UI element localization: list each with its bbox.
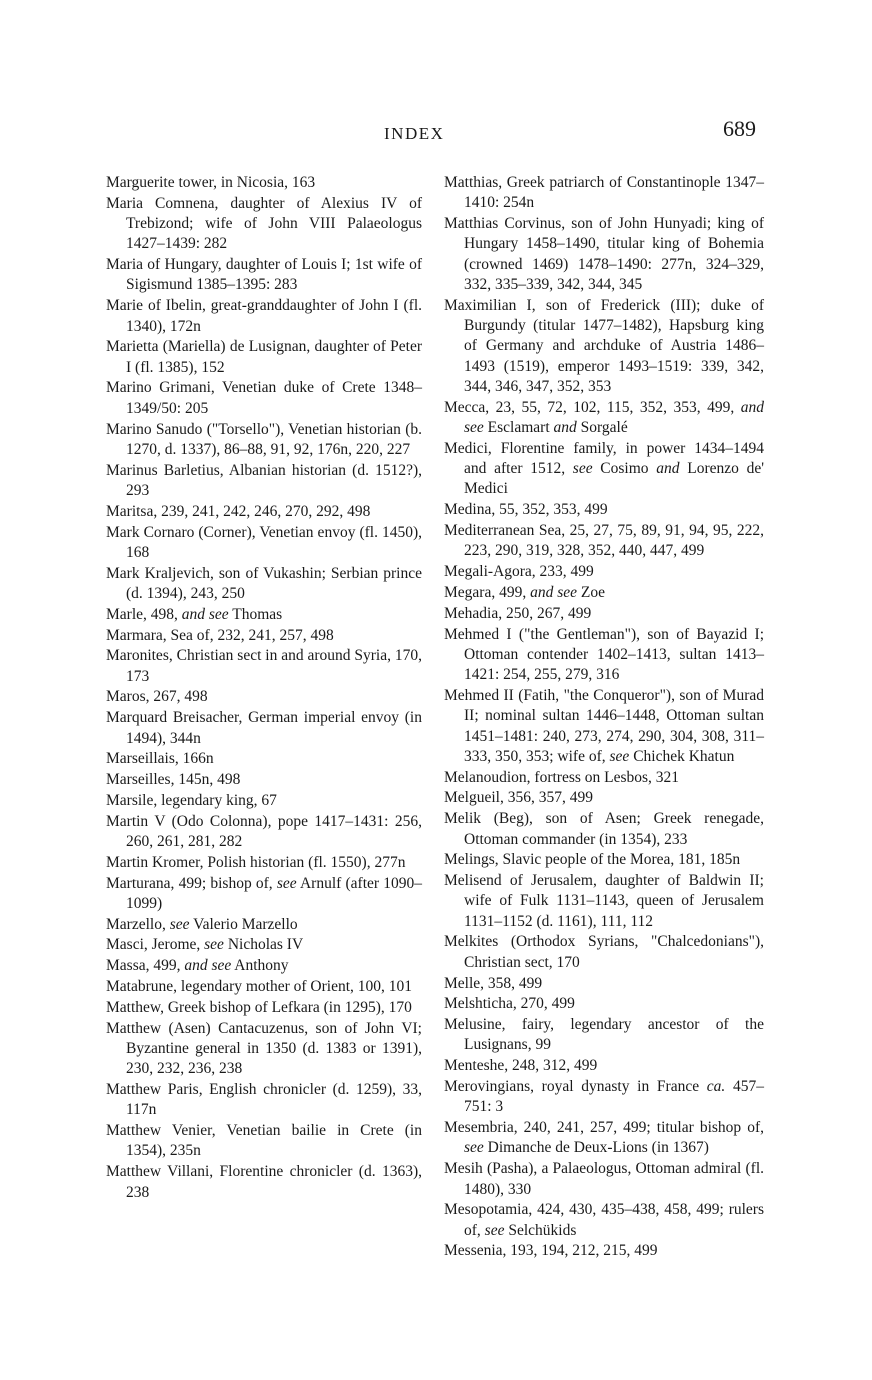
index-entry: Marquard Breisacher, German imperial envoy (in 1494), 344n [106, 709, 422, 747]
index-entry: Maritsa, 239, 241, 242, 246, 270, 292, 498 [106, 502, 371, 520]
index-entry: Massa, 499, and see Anthony [106, 957, 289, 975]
index-entry: Medina, 55, 352, 353, 499 [444, 501, 608, 519]
index-entry: Marseillais, 166n [106, 750, 214, 768]
index-entry: Megara, 499, and see Zoe [444, 583, 605, 601]
page-header [0, 116, 872, 150]
index-entry: Mesopotamia, 424, 430, 435–438, 458, 499; rulers of, see Selchükids [444, 1201, 764, 1239]
index-entry: Marsile, legendary king, 67 [106, 791, 277, 809]
index-entry: Melle, 358, 499 [444, 974, 543, 992]
page-number: 689 [723, 116, 756, 141]
index-entry: Marie of Ibelin, great-granddaughter of John I (fl. 1340), 172n [106, 297, 422, 335]
running-title: INDEX [384, 124, 445, 143]
index-entry: Marseilles, 145n, 498 [106, 771, 241, 789]
index-entry: Mark Kraljevich, son of Vukashin; Serbian prince (d. 1394), 243, 250 [106, 564, 422, 602]
index-entry: Marinus Barletius, Albanian historian (d. 1512?), 293 [106, 461, 422, 499]
index-entry: Matthew Villani, Florentine chronicler (d. 1363), 238 [106, 1163, 422, 1201]
index-entry: Melik (Beg), son of Asen; Greek renegade, Ottoman commander (in 1354), 233 [444, 810, 764, 848]
index-entry: Matthew, Greek bishop of Lefkara (in 1295), 170 [106, 998, 412, 1016]
index-entry: Matthew Paris, English chronicler (d. 1259), 33, 117n [106, 1081, 422, 1119]
index-entry: Melings, Slavic people of the Morea, 181, 185n [444, 851, 741, 869]
index-entry: Maronites, Christian sect in and around Syria, 170, 173 [106, 647, 422, 685]
index-entry: Marzello, see Valerio Marzello [106, 915, 298, 933]
index-entry: Marguerite tower, in Nicosia, 163 [106, 174, 316, 191]
index-entry: Maros, 267, 498 [106, 688, 208, 706]
index-entry: Maria of Hungary, daughter of Louis I; 1st wife of Sigismund 1385–1395: 283 [106, 256, 422, 294]
index-entry: Mesembria, 240, 241, 257, 499; titular bishop of, see Dimanche de Deux-Lions (in 1367) [444, 1119, 764, 1157]
index-entry: Matabrune, legendary mother of Orient, 100, 101 [106, 978, 413, 996]
index-entry: Mediterranean Sea, 25, 27, 75, 89, 91, 94, 95, 222, 223, 290, 319, 328, 352, 440, 447, 499 [444, 522, 764, 560]
index-entry: Matthew Venier, Venetian bailie in Crete (in 1354), 235n [106, 1122, 422, 1160]
index-column-right [444, 173, 764, 1262]
index-entry: Mehadia, 250, 267, 499 [444, 604, 592, 622]
index-entry: Melgueil, 356, 357, 499 [444, 789, 593, 807]
index-entry: Marino Grimani, Venetian duke of Crete 1348–1349/50: 205 [106, 379, 422, 417]
index-entry: Melshticha, 270, 499 [444, 995, 575, 1013]
index-entry: Mehmed II (Fatih, "the Conqueror"), son of Murad II; nominal sultan 1446–1448, Ottoman sultan 1451–1481: 240, 273, 274, 290, 304, 308, 311–333, 350, 353; wife of, see Chichek Khatun [444, 686, 764, 765]
index-entry: Megali-Agora, 233, 499 [444, 563, 594, 581]
index-entry: Marietta (Mariella) de Lusignan, daughter of Peter I (fl. 1385), 152 [106, 338, 422, 376]
index-entry: Maria Comnena, daughter of Alexius IV of Trebizond; wife of John VIII Palaeologus 1427–1439: 282 [106, 194, 422, 253]
index-entry: Melkites (Orthodox Syrians, "Chalcedonians"), Christian sect, 170 [444, 933, 764, 971]
index-entry: Menteshe, 248, 312, 499 [444, 1057, 598, 1075]
index-entry: Matthew (Asen) Cantacuzenus, son of John VI; Byzantine general in 1350 (d. 1383 or 1391), 230, 232, 236, 238 [106, 1019, 422, 1078]
index-entry: Marmara, Sea of, 232, 241, 257, 498 [106, 626, 334, 644]
index-entry: Martin V (Odo Colonna), pope 1417–1431: 256, 260, 261, 281, 282 [106, 812, 422, 850]
index-entry: Melusine, fairy, legendary ancestor of the Lusignans, 99 [444, 1016, 764, 1054]
index-entry: Medici, Florentine family, in power 1434–1494 and after 1512, see Cosimo and Lorenzo de' Medici [444, 439, 765, 498]
index-entry: Merovingians, royal dynasty in France ca. 457–751: 3 [444, 1078, 764, 1116]
index-entry: Melisend of Jerusalem, daughter of Baldwin II; wife of Fulk 1131–1143, queen of Jerusalem 1131–1152 (d. 1161), 111, 112 [444, 872, 764, 930]
index-entry: Marturana, 499; bishop of, see Arnulf (after 1090–1099) [106, 874, 422, 912]
index-entry: Masci, Jerome, see Nicholas IV [106, 936, 304, 954]
index-entry: Mesih (Pasha), a Palaeologus, Ottoman admiral (fl. 1480), 330 [444, 1160, 764, 1198]
index-column-left [106, 173, 422, 1203]
index-entry: Matthias, Greek patriarch of Constantinople 1347–1410: 254n [444, 174, 764, 212]
index-entry: Messenia, 193, 194, 212, 215, 499 [444, 1242, 658, 1260]
index-entry: Melanoudion, fortress on Lesbos, 321 [444, 768, 680, 786]
index-entry: Mehmed I ("the Gentleman"), son of Bayazid I; Ottoman contender 1402–1413, sultan 1413–1421: 254, 255, 279, 316 [444, 625, 764, 684]
index-entry: Martin Kromer, Polish historian (fl. 1550), 277n [106, 853, 406, 871]
index-entry: Marle, 498, and see Thomas [106, 605, 283, 623]
index-entry: Mark Cornaro (Corner), Venetian envoy (fl. 1450), 168 [106, 523, 422, 561]
index-entry: Mecca, 23, 55, 72, 102, 115, 352, 353, 499, and see Esclamart and Sorgalé [444, 398, 764, 437]
index-entry: Maximilian I, son of Frederick (III); duke of Burgundy (titular 1477–1482), Hapsburg king of Germany and archduke of Austria 1486–1493 (1519), emperor 1493–1519: 339, 342, 344, 346, 347, 352, 353 [444, 296, 764, 395]
index-entry: Matthias Corvinus, son of John Hunyadi; king of Hungary 1458–1490, titular king of Bohemia (crowned 1469) 1478–1490: 277n, 324–329, 332, 335–339, 342, 344, 345 [444, 215, 764, 293]
index-entry: Marino Sanudo ("Torsello"), Venetian historian (b. 1270, d. 1337), 86–88, 91, 92, 176n, 220, 227 [106, 420, 422, 458]
